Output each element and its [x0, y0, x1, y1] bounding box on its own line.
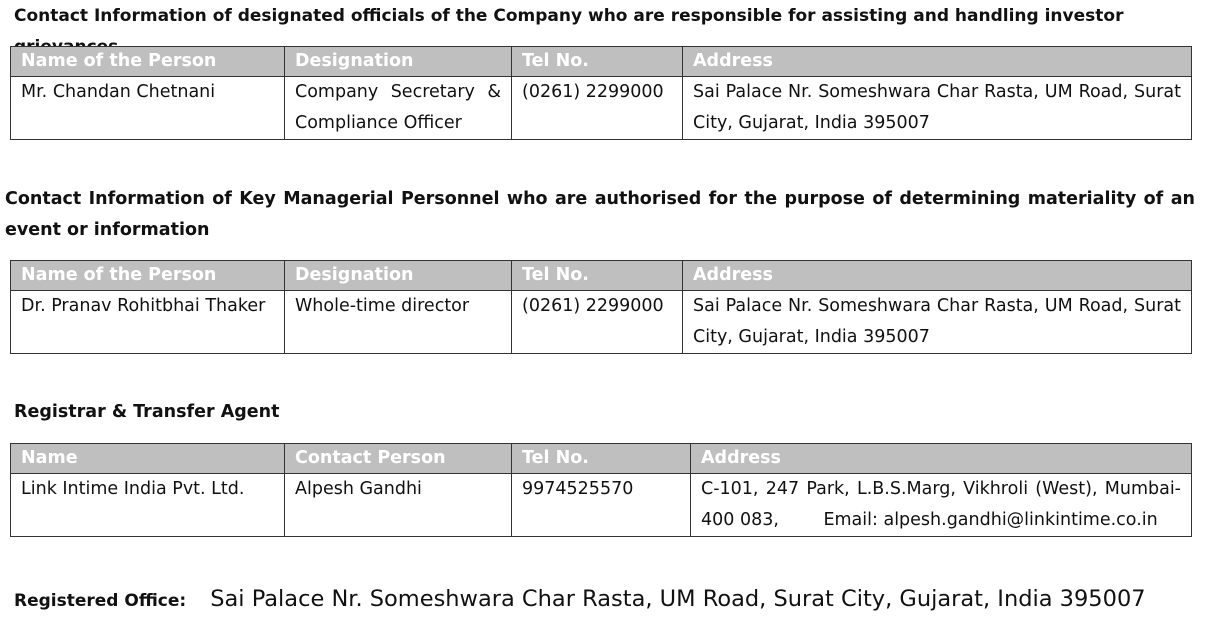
table-row [11, 77, 1192, 140]
section2-heading: Contact Information of Key Managerial Personnel who are authorised for the purpose of determining materiality of an event or information [5, 189, 1195, 240]
address: Sai Palace Nr. Someshwara Char Rasta, UM Road, Surat City, Gujarat, India 395007 [683, 291, 1192, 354]
column-header: Tel No. [512, 444, 691, 474]
person-name: Mr. Chandan Chetnani [11, 77, 285, 140]
table-header-row [11, 444, 1192, 474]
tel-number: 9974525570 [512, 474, 691, 537]
column-header: Address [683, 47, 1192, 77]
table-row [11, 291, 1192, 354]
column-header: Address [691, 444, 1192, 474]
table-row [11, 474, 1192, 537]
address: Sai Palace Nr. Someshwara Char Rasta, UM Road, Surat City, Gujarat, India 395007 [683, 77, 1192, 140]
column-header: Name of the Person [11, 47, 285, 77]
column-header: Tel No. [512, 47, 683, 77]
table-header-row [11, 47, 1192, 77]
column-header: Address [683, 261, 1192, 291]
column-header: Name of the Person [11, 261, 285, 291]
registered-office-address: Sai Palace Nr. Someshwara Char Rasta, UM Road, Surat City, Gujarat, India 395007 [210, 586, 1146, 612]
designation: Whole-time director [285, 291, 512, 354]
address [691, 474, 1192, 537]
tel-number: (0261) 2299000 [512, 291, 683, 354]
registrar-transfer-agent-table [10, 443, 1192, 537]
section3-heading: Registrar & Transfer Agent [14, 402, 280, 422]
key-managerial-personnel-table [10, 260, 1192, 354]
email-address: Email: alpesh.gandhi@linkintime.co.in [823, 510, 1158, 530]
registered-office [14, 584, 1146, 616]
address-line: C-101, 247 Park, L.B.S.Marg, Vikhroli (West), Mumbai-400 083, [701, 479, 1181, 530]
designation: Company Secretary & Compliance Officer [285, 77, 512, 140]
column-header: Name [11, 444, 285, 474]
table-header-row [11, 261, 1192, 291]
column-header: Designation [285, 47, 512, 77]
registrar-name: Link Intime India Pvt. Ltd. [11, 474, 285, 537]
person-name: Dr. Pranav Rohitbhai Thaker [11, 291, 285, 354]
column-header: Contact Person [285, 444, 512, 474]
column-header: Tel No. [512, 261, 683, 291]
contact-person: Alpesh Gandhi [285, 474, 512, 537]
column-header: Designation [285, 261, 512, 291]
grievance-officials-table [10, 46, 1192, 140]
section1-heading: Contact Information of designated officials of the Company who are responsible for assisting and handling investor [14, 6, 1124, 26]
tel-number: (0261) 2299000 [512, 77, 683, 140]
registered-office-label: Registered Office: [14, 591, 187, 611]
